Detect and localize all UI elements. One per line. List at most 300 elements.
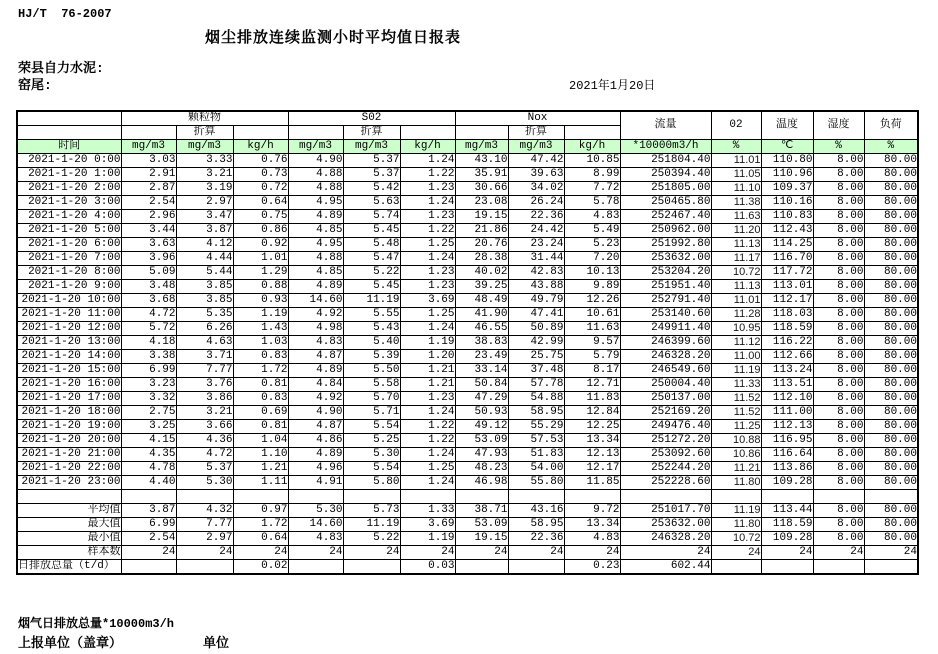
value-cell: 11.19	[711, 364, 761, 378]
time-cell: 2021-1-20 3:00	[17, 196, 121, 210]
spacer-cell	[288, 490, 343, 504]
value-cell: 47.93	[455, 448, 508, 462]
group-load: 负荷	[864, 111, 918, 140]
daily-total-cell	[176, 559, 233, 574]
value-cell: 249911.40	[620, 322, 711, 336]
value-cell: 11.13	[711, 280, 761, 294]
data-row	[17, 420, 918, 434]
value-cell: 58.95	[508, 406, 564, 420]
value-cell: 14.60	[288, 294, 343, 308]
summary-value-cell: 4.83	[288, 531, 343, 545]
time-cell: 2021-1-20 20:00	[17, 434, 121, 448]
value-cell: 5.54	[343, 420, 400, 434]
summary-value-cell: 11.80	[711, 517, 761, 531]
value-cell: 11.83	[564, 392, 620, 406]
value-cell: 113.24	[761, 364, 813, 378]
value-cell: 43.10	[455, 154, 508, 168]
value-cell: 1.24	[400, 154, 455, 168]
value-cell: 11.38	[711, 196, 761, 210]
summary-value-cell: 11.19	[711, 503, 761, 517]
value-cell: 12.84	[564, 406, 620, 420]
group-nox: Nox	[455, 111, 620, 126]
unit-cell: ℃	[761, 140, 813, 154]
value-cell: 5.47	[343, 252, 400, 266]
summary-value-cell: 38.71	[455, 503, 508, 517]
value-cell: 5.54	[343, 462, 400, 476]
spacer-cell	[17, 490, 121, 504]
value-cell: 4.88	[288, 252, 343, 266]
value-cell: 8.00	[813, 350, 864, 364]
value-cell: 1.21	[400, 378, 455, 392]
value-cell: 33.14	[455, 364, 508, 378]
value-cell: 80.00	[864, 154, 918, 168]
value-cell: 250004.40	[620, 378, 711, 392]
summary-value-cell: 11.19	[343, 517, 400, 531]
value-cell: 10.86	[711, 448, 761, 462]
value-cell: 5.45	[343, 224, 400, 238]
spacer-cell	[343, 490, 400, 504]
value-cell: 41.90	[455, 308, 508, 322]
value-cell: 8.00	[813, 462, 864, 476]
value-cell: 11.52	[711, 406, 761, 420]
value-cell: 5.48	[343, 238, 400, 252]
time-cell: 2021-1-20 22:00	[17, 462, 121, 476]
summary-value-cell: 6.99	[121, 517, 176, 531]
summary-label: 样本数	[17, 545, 121, 559]
value-cell: 31.44	[508, 252, 564, 266]
daily-total-cell: 0.02	[233, 559, 288, 574]
value-cell: 253204.20	[620, 266, 711, 280]
summary-value-cell: 24	[176, 545, 233, 559]
value-cell: 9.57	[564, 336, 620, 350]
value-cell: 109.37	[761, 182, 813, 196]
value-cell: 11.10	[711, 182, 761, 196]
value-cell: 4.92	[288, 308, 343, 322]
value-cell: 40.02	[455, 266, 508, 280]
value-cell: 1.19	[233, 308, 288, 322]
summary-value-cell: 0.64	[233, 531, 288, 545]
time-cell: 2021-1-20 9:00	[17, 280, 121, 294]
value-cell: 35.91	[455, 168, 508, 182]
value-cell: 252228.60	[620, 476, 711, 490]
value-cell: 112.17	[761, 294, 813, 308]
value-cell: 1.04	[233, 434, 288, 448]
value-cell: 1.24	[400, 252, 455, 266]
value-cell: 8.17	[564, 364, 620, 378]
value-cell: 8.00	[813, 224, 864, 238]
value-cell: 11.63	[564, 322, 620, 336]
value-cell: 13.34	[564, 434, 620, 448]
data-row	[17, 182, 918, 196]
value-cell: 51.83	[508, 448, 564, 462]
summary-value-cell: 3.69	[400, 517, 455, 531]
value-cell: 11.80	[711, 476, 761, 490]
station-name: 窑尾:	[18, 78, 52, 93]
summary-value-cell: 24	[813, 545, 864, 559]
value-cell: 110.16	[761, 196, 813, 210]
value-cell: 12.13	[564, 448, 620, 462]
value-cell: 4.18	[121, 336, 176, 350]
data-row	[17, 266, 918, 280]
daily-total-cell	[761, 559, 813, 574]
value-cell: 5.63	[343, 196, 400, 210]
value-cell: 8.99	[564, 168, 620, 182]
value-cell: 5.78	[564, 196, 620, 210]
daily-total-cell	[864, 559, 918, 574]
value-cell: 3.38	[121, 350, 176, 364]
data-row	[17, 210, 918, 224]
value-cell: 11.33	[711, 378, 761, 392]
value-cell: 250137.00	[620, 392, 711, 406]
value-cell: 1.22	[400, 168, 455, 182]
unit-cell: mg/m3	[343, 140, 400, 154]
value-cell: 118.59	[761, 322, 813, 336]
value-cell: 48.23	[455, 462, 508, 476]
value-cell: 4.95	[288, 196, 343, 210]
time-cell: 2021-1-20 2:00	[17, 182, 121, 196]
value-cell: 8.00	[813, 294, 864, 308]
value-cell: 5.74	[343, 210, 400, 224]
data-row	[17, 462, 918, 476]
value-cell: 116.95	[761, 434, 813, 448]
time-cell: 2021-1-20 19:00	[17, 420, 121, 434]
data-row	[17, 350, 918, 364]
spacer-cell	[508, 490, 564, 504]
summary-value-cell: 19.15	[455, 531, 508, 545]
value-cell: 252169.20	[620, 406, 711, 420]
value-cell: 80.00	[864, 448, 918, 462]
value-cell: 3.85	[176, 294, 233, 308]
summary-value-cell: 4.32	[176, 503, 233, 517]
value-cell: 5.70	[343, 392, 400, 406]
value-cell: 80.00	[864, 238, 918, 252]
summary-value-cell: 24	[455, 545, 508, 559]
value-cell: 8.00	[813, 392, 864, 406]
value-cell: 109.28	[761, 476, 813, 490]
time-cell: 2021-1-20 21:00	[17, 448, 121, 462]
value-cell: 8.00	[813, 364, 864, 378]
value-cell: 4.83	[288, 336, 343, 350]
summary-value-cell: 80.00	[864, 531, 918, 545]
value-cell: 1.25	[400, 238, 455, 252]
unit-cell: %	[813, 140, 864, 154]
value-cell: 8.00	[813, 196, 864, 210]
value-cell: 0.83	[233, 392, 288, 406]
value-cell: 117.72	[761, 266, 813, 280]
report-org-label: 上报单位（盖章）	[18, 636, 123, 651]
value-cell: 113.01	[761, 280, 813, 294]
value-cell: 4.84	[288, 378, 343, 392]
value-cell: 0.81	[233, 420, 288, 434]
value-cell: 113.51	[761, 378, 813, 392]
value-cell: 3.03	[121, 154, 176, 168]
value-cell: 8.00	[813, 406, 864, 420]
value-cell: 2.91	[121, 168, 176, 182]
value-cell: 50.89	[508, 322, 564, 336]
standard-number: HJ/T 76-2007	[18, 7, 112, 21]
data-row	[17, 224, 918, 238]
value-cell: 3.68	[121, 294, 176, 308]
value-cell: 80.00	[864, 252, 918, 266]
value-cell: 10.88	[711, 434, 761, 448]
value-cell: 3.25	[121, 420, 176, 434]
value-cell: 80.00	[864, 434, 918, 448]
value-cell: 1.24	[400, 448, 455, 462]
group-pm: 颗粒物	[121, 111, 288, 126]
time-cell: 2021-1-20 23:00	[17, 476, 121, 490]
summary-value-cell: 9.72	[564, 503, 620, 517]
value-cell: 80.00	[864, 336, 918, 350]
summary-value-cell: 58.95	[508, 517, 564, 531]
value-cell: 1.19	[400, 336, 455, 350]
summary-value-cell: 113.44	[761, 503, 813, 517]
value-cell: 49.79	[508, 294, 564, 308]
data-row	[17, 280, 918, 294]
value-cell: 3.21	[176, 406, 233, 420]
data-row	[17, 336, 918, 350]
emission-data-table	[16, 110, 919, 575]
summary-value-cell: 24	[343, 545, 400, 559]
summary-value-cell: 4.83	[564, 531, 620, 545]
value-cell: 25.75	[508, 350, 564, 364]
value-cell: 80.00	[864, 294, 918, 308]
value-cell: 24.42	[508, 224, 564, 238]
value-cell: 19.15	[455, 210, 508, 224]
data-row	[17, 434, 918, 448]
value-cell: 3.23	[121, 378, 176, 392]
value-cell: 1.25	[400, 462, 455, 476]
group-temp: 温度	[761, 111, 813, 140]
value-cell: 0.83	[233, 350, 288, 364]
summary-row	[17, 503, 918, 517]
value-cell: 55.29	[508, 420, 564, 434]
value-cell: 80.00	[864, 322, 918, 336]
time-cell: 2021-1-20 6:00	[17, 238, 121, 252]
value-cell: 1.03	[233, 336, 288, 350]
daily-total-cell	[508, 559, 564, 574]
value-cell: 80.00	[864, 378, 918, 392]
unit-cell: kg/h	[564, 140, 620, 154]
value-cell: 7.20	[564, 252, 620, 266]
value-cell: 0.76	[233, 154, 288, 168]
spacer-cell	[400, 490, 455, 504]
value-cell: 110.83	[761, 210, 813, 224]
unit-cell: %	[864, 140, 918, 154]
value-cell: 11.00	[711, 350, 761, 364]
value-cell: 112.43	[761, 224, 813, 238]
time-cell: 2021-1-20 18:00	[17, 406, 121, 420]
value-cell: 47.42	[508, 154, 564, 168]
value-cell: 0.92	[233, 238, 288, 252]
value-cell: 23.08	[455, 196, 508, 210]
value-cell: 5.50	[343, 364, 400, 378]
value-cell: 7.77	[176, 364, 233, 378]
value-cell: 4.83	[564, 210, 620, 224]
value-cell: 250962.00	[620, 224, 711, 238]
spacer-cell	[176, 490, 233, 504]
value-cell: 4.35	[121, 448, 176, 462]
summary-value-cell: 5.73	[343, 503, 400, 517]
summary-value-cell: 13.34	[564, 517, 620, 531]
summary-value-cell: 24	[233, 545, 288, 559]
unit-cell: kg/h	[233, 140, 288, 154]
pm-converted-header: 折算	[176, 126, 233, 140]
data-row	[17, 238, 918, 252]
summary-value-cell: 8.00	[813, 517, 864, 531]
time-cell: 2021-1-20 17:00	[17, 392, 121, 406]
value-cell: 3.63	[121, 238, 176, 252]
value-cell: 46.55	[455, 322, 508, 336]
value-cell: 4.72	[121, 308, 176, 322]
time-cell: 2021-1-20 12:00	[17, 322, 121, 336]
value-cell: 80.00	[864, 210, 918, 224]
time-cell: 2021-1-20 1:00	[17, 168, 121, 182]
value-cell: 80.00	[864, 420, 918, 434]
value-cell: 1.01	[233, 252, 288, 266]
value-cell: 80.00	[864, 266, 918, 280]
value-cell: 8.00	[813, 238, 864, 252]
data-row	[17, 378, 918, 392]
value-cell: 253140.60	[620, 308, 711, 322]
value-cell: 80.00	[864, 476, 918, 490]
value-cell: 251951.40	[620, 280, 711, 294]
value-cell: 1.24	[400, 196, 455, 210]
data-row	[17, 252, 918, 266]
footer-note: 烟气日排放总量*10000m3/h	[18, 617, 175, 631]
value-cell: 1.20	[400, 350, 455, 364]
value-cell: 110.80	[761, 154, 813, 168]
value-cell: 80.00	[864, 406, 918, 420]
value-cell: 23.24	[508, 238, 564, 252]
value-cell: 1.23	[400, 182, 455, 196]
summary-value-cell: 5.30	[288, 503, 343, 517]
value-cell: 5.58	[343, 378, 400, 392]
value-cell: 12.26	[564, 294, 620, 308]
summary-value-cell: 0.97	[233, 503, 288, 517]
summary-value-cell: 24	[564, 545, 620, 559]
summary-value-cell: 1.72	[233, 517, 288, 531]
value-cell: 6.26	[176, 322, 233, 336]
value-cell: 12.17	[564, 462, 620, 476]
data-row	[17, 168, 918, 182]
value-cell: 4.89	[288, 364, 343, 378]
value-cell: 251272.20	[620, 434, 711, 448]
data-row	[17, 406, 918, 420]
summary-value-cell: 22.36	[508, 531, 564, 545]
value-cell: 0.81	[233, 378, 288, 392]
summary-value-cell: 24	[508, 545, 564, 559]
value-cell: 5.42	[343, 182, 400, 196]
value-cell: 49.12	[455, 420, 508, 434]
value-cell: 4.87	[288, 350, 343, 364]
unit-cell: kg/h	[400, 140, 455, 154]
value-cell: 4.72	[176, 448, 233, 462]
spacer-cell	[761, 490, 813, 504]
spacer-cell	[233, 490, 288, 504]
value-cell: 1.72	[233, 364, 288, 378]
value-cell: 0.64	[233, 196, 288, 210]
value-cell: 253632.00	[620, 252, 711, 266]
value-cell: 10.95	[711, 322, 761, 336]
daily-total-cell: 0.03	[400, 559, 455, 574]
value-cell: 80.00	[864, 196, 918, 210]
value-cell: 42.83	[508, 266, 564, 280]
summary-value-cell: 118.59	[761, 517, 813, 531]
value-cell: 8.00	[813, 448, 864, 462]
value-cell: 5.45	[343, 280, 400, 294]
value-cell: 5.35	[176, 308, 233, 322]
time-cell: 2021-1-20 16:00	[17, 378, 121, 392]
value-cell: 4.40	[121, 476, 176, 490]
value-cell: 0.93	[233, 294, 288, 308]
value-cell: 4.88	[288, 168, 343, 182]
value-cell: 10.13	[564, 266, 620, 280]
summary-value-cell: 253632.00	[620, 517, 711, 531]
value-cell: 57.78	[508, 378, 564, 392]
value-cell: 2.75	[121, 406, 176, 420]
value-cell: 11.21	[711, 462, 761, 476]
time-cell: 2021-1-20 8:00	[17, 266, 121, 280]
value-cell: 11.19	[343, 294, 400, 308]
spacer-cell	[455, 490, 508, 504]
spacer-cell	[620, 490, 711, 504]
value-cell: 114.25	[761, 238, 813, 252]
value-cell: 53.09	[455, 434, 508, 448]
summary-value-cell: 2.97	[176, 531, 233, 545]
value-cell: 5.25	[343, 434, 400, 448]
group-o2: 02	[711, 111, 761, 140]
unit-cell: %	[711, 140, 761, 154]
value-cell: 7.72	[564, 182, 620, 196]
value-cell: 4.15	[121, 434, 176, 448]
data-row	[17, 322, 918, 336]
value-cell: 4.36	[176, 434, 233, 448]
spacer-cell	[564, 490, 620, 504]
value-cell: 39.63	[508, 168, 564, 182]
value-cell: 0.69	[233, 406, 288, 420]
value-cell: 5.37	[176, 462, 233, 476]
time-column-header: 时间	[17, 140, 121, 154]
value-cell: 10.85	[564, 154, 620, 168]
value-cell: 5.37	[343, 154, 400, 168]
unit-cell: mg/m3	[176, 140, 233, 154]
value-cell: 5.22	[343, 266, 400, 280]
summary-label: 最大值	[17, 517, 121, 531]
value-cell: 8.00	[813, 210, 864, 224]
value-cell: 5.72	[121, 322, 176, 336]
daily-total-cell	[813, 559, 864, 574]
value-cell: 246549.60	[620, 364, 711, 378]
daily-total-cell	[711, 559, 761, 574]
value-cell: 4.90	[288, 406, 343, 420]
value-cell: 4.88	[288, 182, 343, 196]
value-cell: 5.49	[564, 224, 620, 238]
value-cell: 4.85	[288, 266, 343, 280]
value-cell: 3.69	[400, 294, 455, 308]
summary-value-cell: 7.77	[176, 517, 233, 531]
value-cell: 112.10	[761, 392, 813, 406]
value-cell: 22.36	[508, 210, 564, 224]
value-cell: 110.96	[761, 168, 813, 182]
summary-value-cell: 24	[711, 545, 761, 559]
summary-value-cell: 251017.70	[620, 503, 711, 517]
value-cell: 5.39	[343, 350, 400, 364]
group-humidity: 湿度	[813, 111, 864, 140]
value-cell: 4.89	[288, 280, 343, 294]
value-cell: 5.80	[343, 476, 400, 490]
value-cell: 113.86	[761, 462, 813, 476]
value-cell: 1.29	[233, 266, 288, 280]
